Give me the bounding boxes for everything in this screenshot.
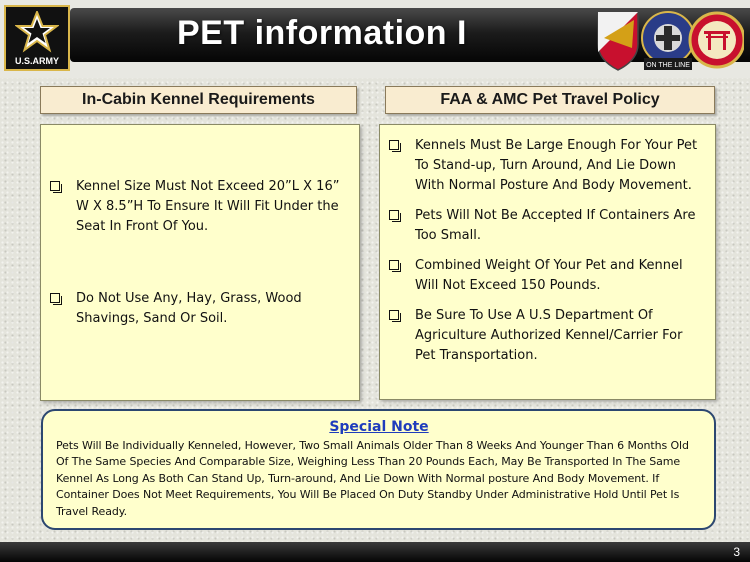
in-cabin-kennel-header: In-Cabin Kennel Requirements	[40, 86, 357, 114]
page-number: 3	[733, 545, 740, 559]
list-item: Kennels Must Be Large Enough For Your Pet To Stand-up, Turn Around, And Lie Down With Normal Posture And Body Movement.	[389, 136, 701, 196]
special-note-body: Pets Will Be Individually Kenneled, However, Two Small Animals Older Than 8 Weeks And Younger Than 6 Months Old Of The Same Species And Comparable Size, Weighing Less Than 20 Pounds Each, May Be Transported In The Same Kennel As Long As Both Can Stand Up, Turn-around, And Lie Down With Normal posture And Body Movement. If Container Does Not Meet Requirements, You Will Be Placed On Duty Standby Under Administrative Hold Until Pet Is Travel Ready.	[56, 439, 689, 518]
faa-amc-policy-panel	[379, 124, 716, 400]
list-item: Combined Weight Of Your Pet and Kennel Will Not Exceed 150 Pounds.	[389, 256, 701, 296]
unit-insignias	[594, 8, 744, 74]
in-cabin-requirements-panel	[40, 124, 360, 401]
special-note-box	[41, 409, 716, 530]
slide-header	[0, 0, 750, 78]
list-item: Pets Will Not Be Accepted If Containers Are Too Small.	[389, 206, 701, 246]
army-star-icon	[15, 11, 59, 53]
svg-text:ON THE LINE: ON THE LINE	[646, 62, 690, 69]
footer-bar	[0, 542, 750, 562]
faa-amc-policy-list	[389, 136, 701, 366]
faa-amc-policy-header: FAA & AMC Pet Travel Policy	[385, 86, 715, 114]
on-the-line-emblem-icon	[642, 12, 694, 70]
list-item: Kennel Size Must Not Exceed 20”L X 16” W X 8.5”H To Ensure It Will Fit Under the Seat In Front Of You.	[50, 177, 345, 237]
slide-title: PET information I	[177, 14, 467, 52]
checkbox-bullet-icon	[389, 310, 399, 320]
us-army-logo	[4, 5, 70, 71]
checkbox-bullet-icon	[389, 260, 399, 270]
checkbox-bullet-icon	[389, 140, 399, 150]
list-item: Do Not Use Any, Hay, Grass, Wood Shavings, Sand Or Soil.	[50, 289, 345, 329]
shield-insignia-icon	[598, 12, 638, 70]
in-cabin-requirements-list	[50, 177, 345, 329]
checkbox-bullet-icon	[50, 293, 60, 303]
special-note-title: Special Note	[329, 419, 429, 435]
checkbox-bullet-icon	[389, 210, 399, 220]
list-item: Be Sure To Use A U.S Department Of Agriculture Authorized Kennel/Carrier For Pet Transportation.	[389, 306, 701, 366]
torii-gate-seal-icon	[690, 13, 744, 67]
checkbox-bullet-icon	[50, 181, 60, 191]
army-logo-text: U.S.ARMY	[14, 56, 59, 66]
